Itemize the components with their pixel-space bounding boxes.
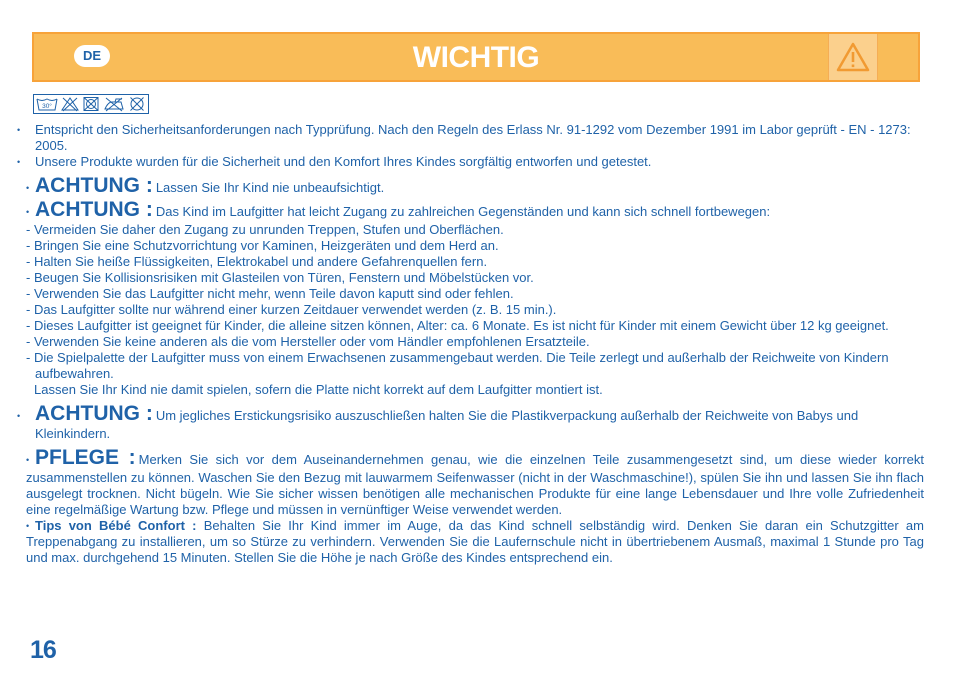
warning-triangle-icon [828,34,878,80]
list-item: - Halten Sie heiße Flüssigkeiten, Elektrokabel und andere Gefahrenquellen fern. [26,254,488,269]
list-item: - Verwenden Sie das Laufgitter nicht mehr, wenn Teile davon kaputt sind oder fehlen. [26,286,514,301]
list-item: - Die Spielpalette der Laufgitter muss von einem Erwachsenen zusammengebaut werden. Die Teile zerlegt und außerhalb der Reichweite von Kindern aufbewahren. [26,350,889,381]
language-badge: DE [74,45,110,67]
warning-2: • ACHTUNG : Das Kind im Laufgitter hat leicht Zugang zu zahlreichen Gegenständen und kann sich schnell fortbewegen: [26,198,771,221]
header-banner [32,32,920,82]
list-item: - Verwenden Sie keine anderen als die vom Hersteller oder vom Händler empfohlenen Ersatzteile. [26,334,590,349]
quality-bullet: • Unsere Produkte wurden für die Sicherheit und den Komfort Ihres Kindes sorgfältig entworfen und getestet. [17,154,652,169]
warning-1: • ACHTUNG : Lassen Sie Ihr Kind nie unbeaufsichtigt. [26,174,385,197]
compliance-bullet: • Entspricht den Sicherheitsanforderungen nach Typprüfung. Nach den Regeln des Erlass Nr. 91-1292 vom Dezember 1991 im Labor geprüft - EN - 1273: 2005. [17,122,911,153]
no-tumble-dry-icon [82,96,100,112]
no-bleach-icon [60,96,80,112]
svg-text:30°: 30° [42,103,52,110]
instructions-text [17,122,924,566]
care-symbols [33,94,149,114]
no-dry-clean-icon [128,96,146,112]
list-item: - Bringen Sie eine Schutzvorrichtung vor Kaminen, Heizgeräten und dem Herd an. [26,238,499,253]
page-number: 16 [30,636,56,664]
page-title: WICHTIG [412,41,540,74]
no-iron-icon [102,96,126,112]
list-item: Lassen Sie Ihr Kind nie damit spielen, sofern die Platte nicht korrekt auf dem Laufgitter montiert ist. [34,382,603,397]
list-item: - Beugen Sie Kollisionsrisiken mit Glasteilen von Türen, Fenstern und Möbelstücken vor. [26,270,534,285]
tips-section: • Tips von Bébé Confort : Behalten Sie Ihr Kind immer im Auge, da das Kind schnell selbständig wird. Denken Sie daran ein Schutzgitter am Treppenabgang zu installieren, um so Stürze zu verhindern. Verwenden Sie die Laufernschule nicht in übertriebenem Ausmaß, maximal 1 Stunde pro Tag und max. durchgehend 15 Minuten. Stellen Sie die Höhe je nach Größe des Kindes entsprechend ein. [26,518,924,565]
list-item: - Dieses Laufgitter ist geeignet für Kinder, die alleine sitzen können, Alter: ca. 6 Monate. Es ist nicht für Kinder mit einem Gewicht über 12 kg geeignet. [26,318,889,333]
care-section: • PFLEGE : Merken Sie sich vor dem Auseinandernehmen genau, wie die einzelnen Teile zusammengesetzt sind, um diese wieder korrekt zusammenstellen zu können. Waschen Sie den Bezug mit lauwarmem Seifenwasser (nicht in der Waschmaschine!), spülen Sie ihn und lassen Sie ihn flach ausgelegt trocknen. Nicht bügeln. Wie Sie sicher wissen benötigen alle mechanischen Produkte für eine lange Lebensdauer und Ihre volle Zufriedenheit eine regelmäßige Wartung bzw. Pflege und müssen in vernünftiger Weise verwendet werden. [26,446,924,517]
warning-3: • ACHTUNG : Um jegliches Erstickungsrisiko auszuschließen halten Sie die Plastikverpackung außerhalb der Reichweite von Babys und Kleinkindern. [17,402,859,441]
list-item: - Vermeiden Sie daher den Zugang zu unrunden Treppen, Stufen und Oberflächen. [26,222,504,237]
wash-30-icon [36,96,58,112]
list-item: - Das Laufgitter sollte nur während einer kurzen Zeitdauer verwendet werden (z. B. 15 min.). [26,302,557,317]
